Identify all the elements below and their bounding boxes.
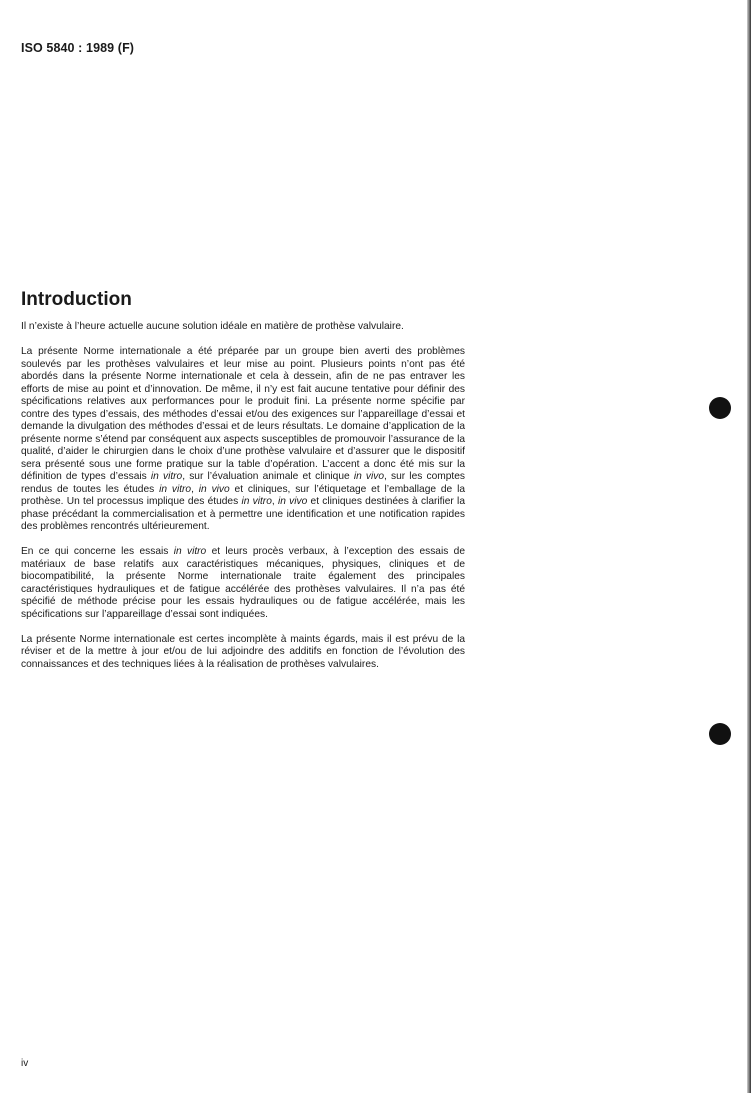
document-reference: ISO 5840 : 1989 (F) [21,41,135,55]
italic-term: in vitro [241,496,272,507]
paragraph [21,321,465,334]
paragraph-text: , [271,496,278,507]
paragraph-text: Il n’existe à l’heure actuelle aucune solution idéale en matière de prothèse valvulaire. [21,321,404,332]
italic-term: in vitro [173,546,207,557]
italic-term: in vivo [353,471,385,482]
punch-hole-top [709,397,731,419]
italic-term: in vitro [150,471,183,482]
italic-term: in vivo [277,496,308,507]
italic-term: in vitro [159,483,192,495]
paragraph [21,346,465,534]
page-number: iv [21,1058,29,1069]
introduction-body [21,321,465,684]
paragraph-text: et cliniques destinées à clarifier la phase précédant la commercialisation et à permettre une identification et une notification rapides des problèmes rencontrés ultérieurement. [21,496,465,532]
page-edge-shadow [747,0,751,1093]
paragraph [21,634,465,672]
italic-term: in vivo [198,483,230,495]
paragraph-text: La présente Norme internationale a été préparée par un groupe bien averti des problèmes soulevés par les prothèses valvulaires et leur mise au point. Plusieurs points n’ont pas été abordés dans la présente Norme internationale et cela à dessein, afin de ne pas entraver les efforts de mise au point et d’innovation. De même, il n’y est fait aucune tentative pour définir des spécifications relatives aux performances pour le produit fini. La présente norme spécifie par contre des types d’essais, des méthodes d’essai et/ou des exigences sur l’appareillage d’essai et demande la divulgation des méthodes d’essai et de leurs résultats. Le domaine d’application de la présente norme s’étend par conséquent aux aspects susceptibles de promouvoir l’assurance de la qualité, d’aider le chirurgien dans le choix d’une prothèse valvulaire et d’assurer que le dispositif sera présenté sous une forme pratique sur la table d’opération. L’accent a donc été mis sur la définition de types d’essais [21,346,465,482]
section-title: Introduction [21,289,132,310]
paragraph [21,546,465,621]
paragraph-text: , sur l’évaluation animale et clinique [182,471,354,482]
paragraph-text: En ce qui concerne les essais [21,546,174,557]
paragraph-text: , [191,483,199,495]
paragraph-text: et leurs procès verbaux, à l’exception des essais de matériaux de base relatifs aux caractéristiques mécaniques, physiques, cliniques et de biocompatibilité, la présente Norme internationale traite également des principales caractéristiques hydrauliques et de fatigue accélérée des prothèses valvulaires. Il n’a pas été spécifié de méthode précise pour les essais hydrauliques ou de fatigue accélérée, mais les spécifications sur l’appareillage d’essai sont indiquées. [21,546,466,620]
punch-hole-bottom [709,723,731,745]
paragraph-text: , sur les comptes rendus de toutes les études [21,471,465,495]
paragraph-text: et cliniques, sur l’étiquetage et l’emballage de la prothèse. Un tel processus implique des études [21,483,465,507]
paragraph-text: La présente Norme internationale est certes incomplète à maints égards, mais il est prévu de la réviser et de la mettre à jour et/ou de lui adjoindre des additifs en fonction de l’évolution des connaissances et des techniques liées à la réalisation de prothèses valvulaires. [21,633,465,670]
